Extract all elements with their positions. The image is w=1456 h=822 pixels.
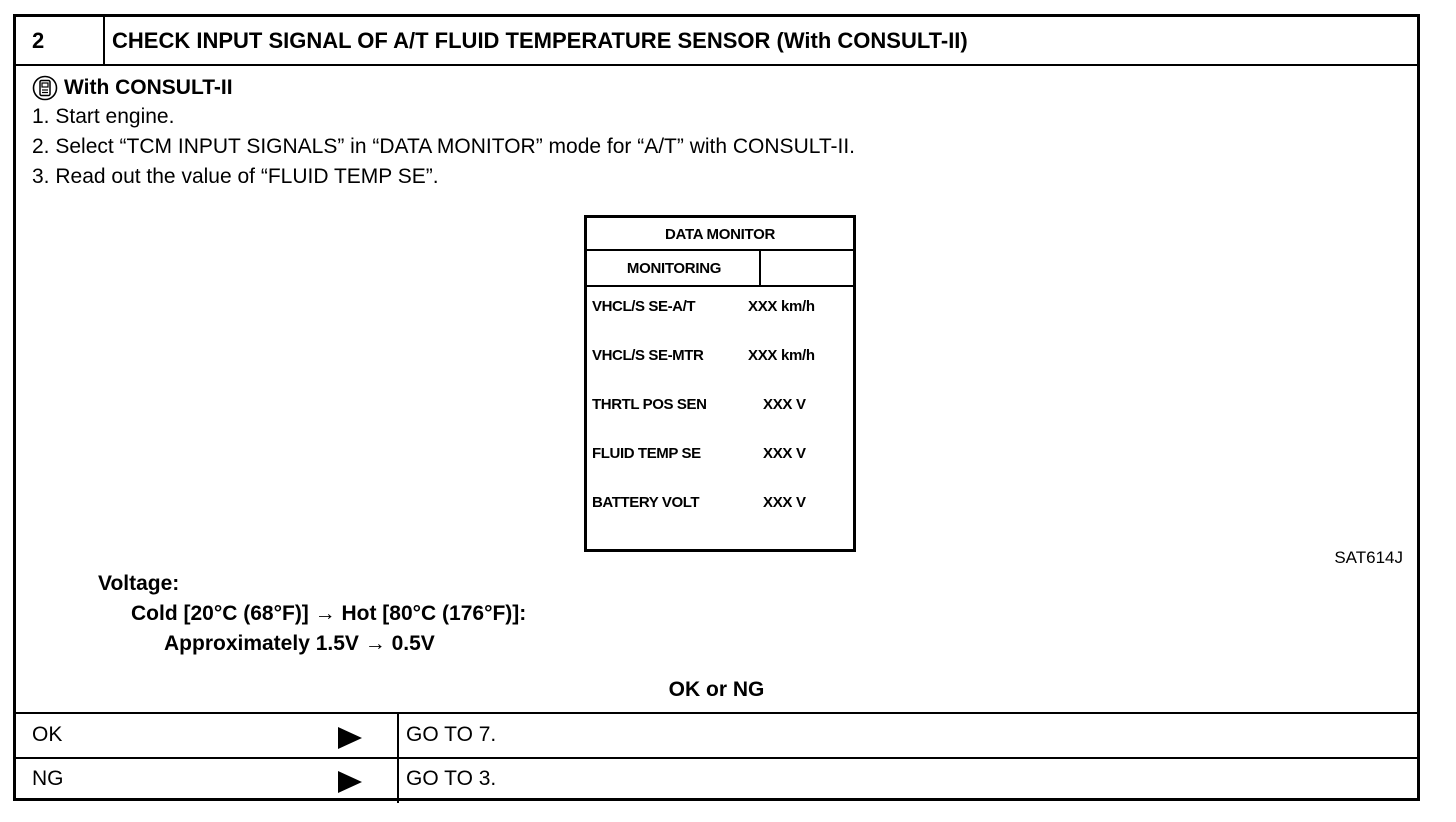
monitor-row-label: VHCL/S SE-MTR (592, 347, 704, 364)
monitor-row-value: XXX V (763, 445, 806, 462)
result-ok-label: OK (32, 723, 63, 746)
monitor-title: DATA MONITOR (665, 226, 775, 243)
instruction-1: 1. Start engine. (32, 105, 175, 128)
decision-label: OK or NG (668, 678, 765, 701)
consult-tool-icon (32, 75, 58, 101)
result-ok-action: GO TO 7. (406, 723, 497, 746)
header-rule (16, 64, 1417, 66)
monitor-row-value: XXX V (763, 396, 806, 413)
instruction-3: 3. Read out the value of “FLUID TEMP SE”. (32, 165, 439, 188)
result-ng-action: GO TO 3. (406, 767, 497, 790)
arrow-right-icon (338, 727, 362, 749)
consult-heading-text: With CONSULT-II (64, 76, 233, 99)
figure-reference: SAT614J (1334, 548, 1403, 567)
monitor-row-label: BATTERY VOLT (592, 494, 700, 511)
spec-value: Approximately 1.5V → 0.5V (164, 632, 435, 655)
step-number: 2 (32, 28, 45, 53)
monitor-sub-divider (759, 249, 761, 286)
consult-heading (32, 75, 233, 101)
monitor-row-label: FLUID TEMP SE (592, 445, 701, 462)
monitor-subtitle: MONITORING (626, 260, 722, 277)
step-title: CHECK INPUT SIGNAL OF A/T FLUID TEMPERATURE SENSOR (With CONSULT-II) (112, 28, 968, 53)
instruction-2: 2. Select “TCM INPUT SIGNALS” in “DATA MONITOR” mode for “A/T” with CONSULT-II. (32, 135, 856, 158)
monitor-row-label: VHCL/S SE-A/T (592, 298, 696, 315)
monitor-row-value: XXX km/h (748, 298, 815, 315)
result-rule-mid (16, 757, 1417, 759)
result-rule-top (16, 712, 1417, 714)
result-ng-label: NG (32, 767, 64, 790)
arrow-right-icon (338, 771, 362, 793)
monitor-row-value: XXX km/h (748, 347, 815, 364)
spec-label: Voltage: (98, 572, 180, 595)
spec-condition: Cold [20°C (68°F)] → Hot [80°C (176°F)]: (131, 602, 527, 625)
header-divider (103, 17, 105, 65)
diagnostic-procedure-table (13, 14, 1420, 801)
monitor-sub-rule (587, 285, 853, 287)
monitor-row-value: XXX V (763, 494, 806, 511)
data-monitor-screen (584, 215, 856, 552)
monitor-row-label: THRTL POS SEN (592, 396, 707, 413)
